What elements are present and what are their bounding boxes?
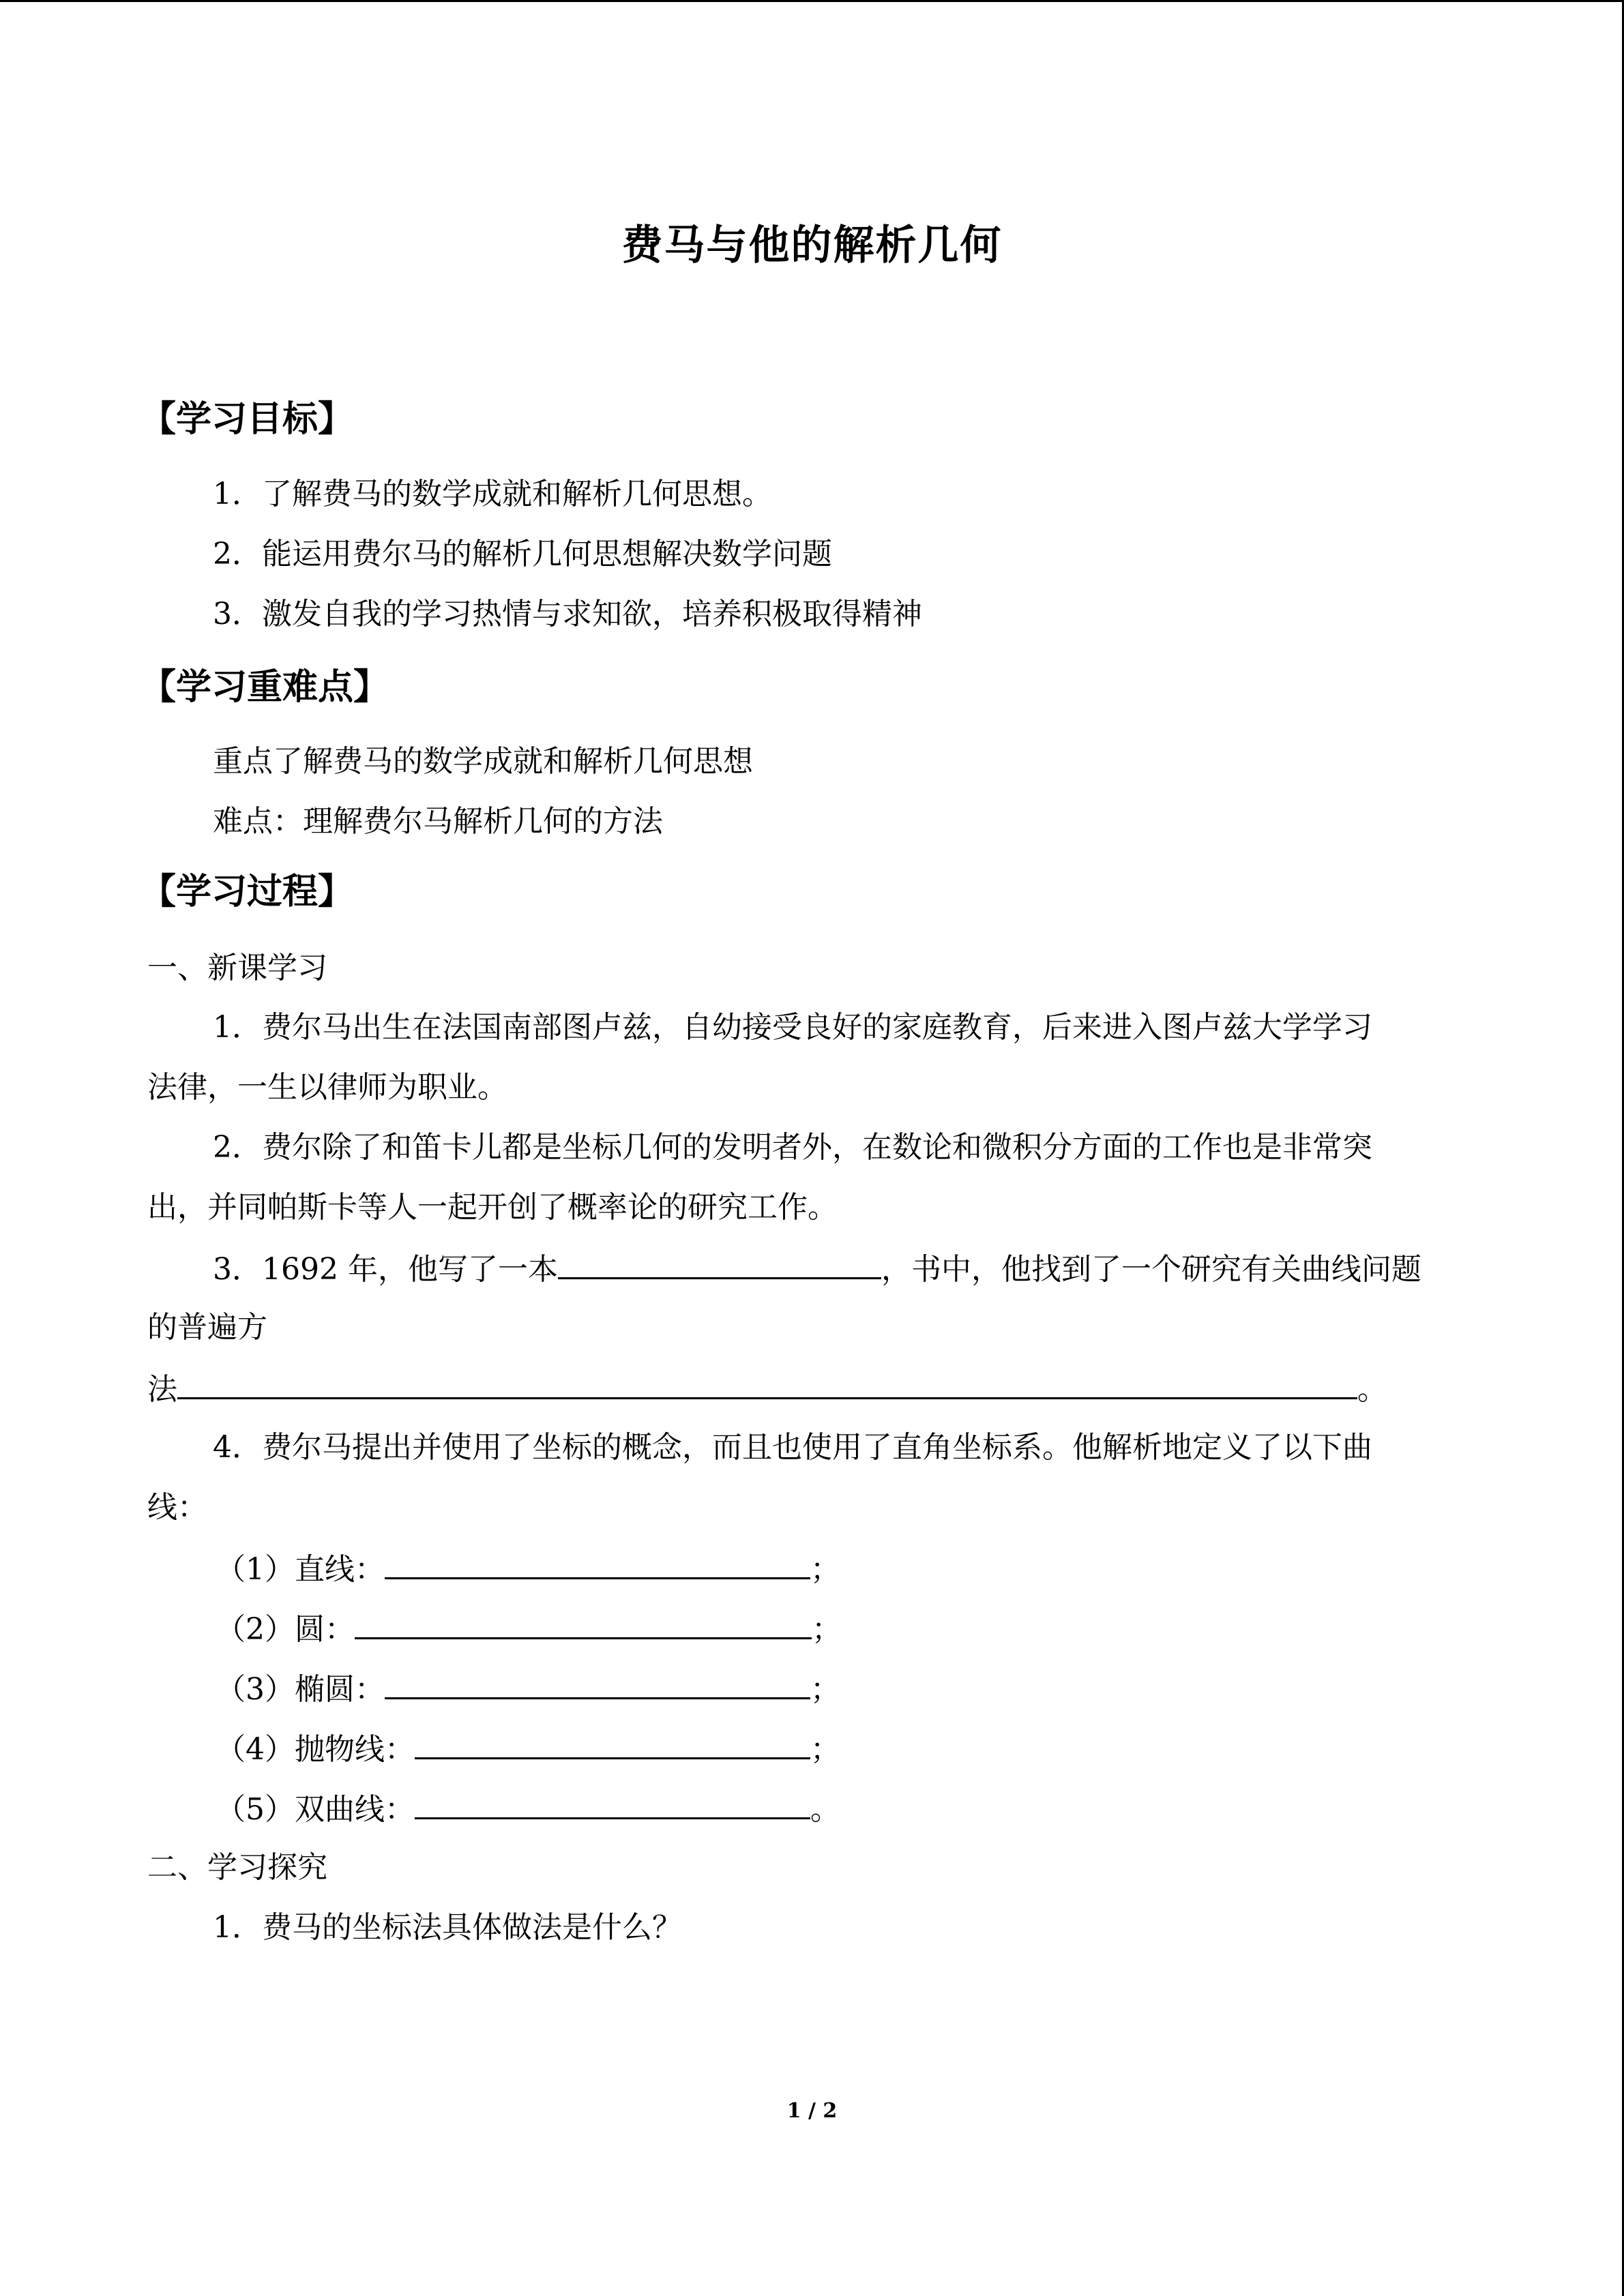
key-point-item-1: 重点了解费马的数学成就和解析几何思想 [213,744,753,779]
curve-circle [216,1607,842,1650]
part1-title: 一、新课学习 [147,951,327,985]
page-number: 1 / 2 [786,2099,838,2123]
curve-parabola [216,1727,840,1770]
heading-process: 【学习过程】 [141,871,354,912]
paragraph-3-prefix: 3．1692 年，他写了一本 [213,1252,558,1287]
objective-item-2: 2．能运用费尔马的解析几何思想解决数学问题 [213,537,832,571]
paragraph-3-suffix: ，书中，他找到了一个研究有关曲线问题 [881,1252,1421,1287]
paragraph-4-line-2: 线： [147,1490,207,1525]
paragraph-1-line-1: 1．费尔马出生在法国南部图卢兹，自幼接受良好的家庭教育，后来进入图卢兹大学学习 [213,1010,1372,1045]
paragraph-2-line-1: 2．费尔除了和笛卡儿都是坐标几何的发明者外，在数论和微积分方面的工作也是非常突 [213,1130,1372,1165]
question-1: 1．费马的坐标法具体做法是什么？ [213,1910,682,1945]
paragraph-3-line-3 [147,1367,1387,1410]
curve-circle-blank[interactable] [355,1607,812,1639]
curve-hyperbola [216,1787,840,1830]
paragraph-3-line-3-suffix: 。 [1357,1372,1387,1407]
paragraph-4-line-1: 4．费尔马提出并使用了坐标的概念，而且也使用了直角坐标系。他解析地定义了以下曲 [213,1430,1372,1465]
book-title-blank[interactable] [558,1247,881,1279]
curve-ellipse-end: ； [810,1672,840,1707]
curve-ellipse-blank[interactable] [385,1667,810,1699]
method-blank[interactable] [177,1367,1357,1399]
objective-item-1: 1．了解费马的数学成就和解析几何思想。 [213,477,772,511]
objective-item-3: 3．激发自我的学习热情与求知欲，培养积极取得精神 [213,597,922,631]
page-title: 费马与他的解析几何 [621,222,1003,269]
curve-line-blank[interactable] [385,1547,810,1579]
curve-hyperbola-blank[interactable] [415,1787,810,1819]
curve-label-circle: （2）圆： [216,1612,355,1647]
curve-label-line: （1）直线： [216,1552,385,1587]
curve-line-end: ； [810,1552,840,1587]
curve-circle-end: ； [812,1612,842,1647]
curve-ellipse [216,1667,840,1710]
curve-parabola-blank[interactable] [415,1727,810,1759]
curve-line [216,1547,840,1590]
paragraph-3-line-3-prefix: 法 [147,1372,177,1407]
paragraph-1-line-2: 法律，一生以律师为职业。 [147,1070,507,1105]
paragraph-3-line-1 [213,1247,1421,1290]
heading-objectives: 【学习目标】 [141,398,354,440]
curve-label-parabola: （4）抛物线： [216,1732,415,1767]
key-point-item-2: 难点：理解费尔马解析几何的方法 [213,804,663,839]
curve-hyperbola-end: 。 [810,1792,840,1827]
curve-label-hyperbola: （5）双曲线： [216,1792,415,1827]
paragraph-3-line-2: 的普遍方 [147,1310,267,1345]
paragraph-2-line-2: 出，并同帕斯卡等人一起开创了概率论的研究工作。 [147,1190,838,1225]
curve-parabola-end: ； [810,1732,840,1767]
curve-label-ellipse: （3）椭圆： [216,1672,385,1707]
heading-key-points: 【学习重难点】 [141,666,389,708]
part2-title: 二、学习探究 [147,1850,327,1885]
